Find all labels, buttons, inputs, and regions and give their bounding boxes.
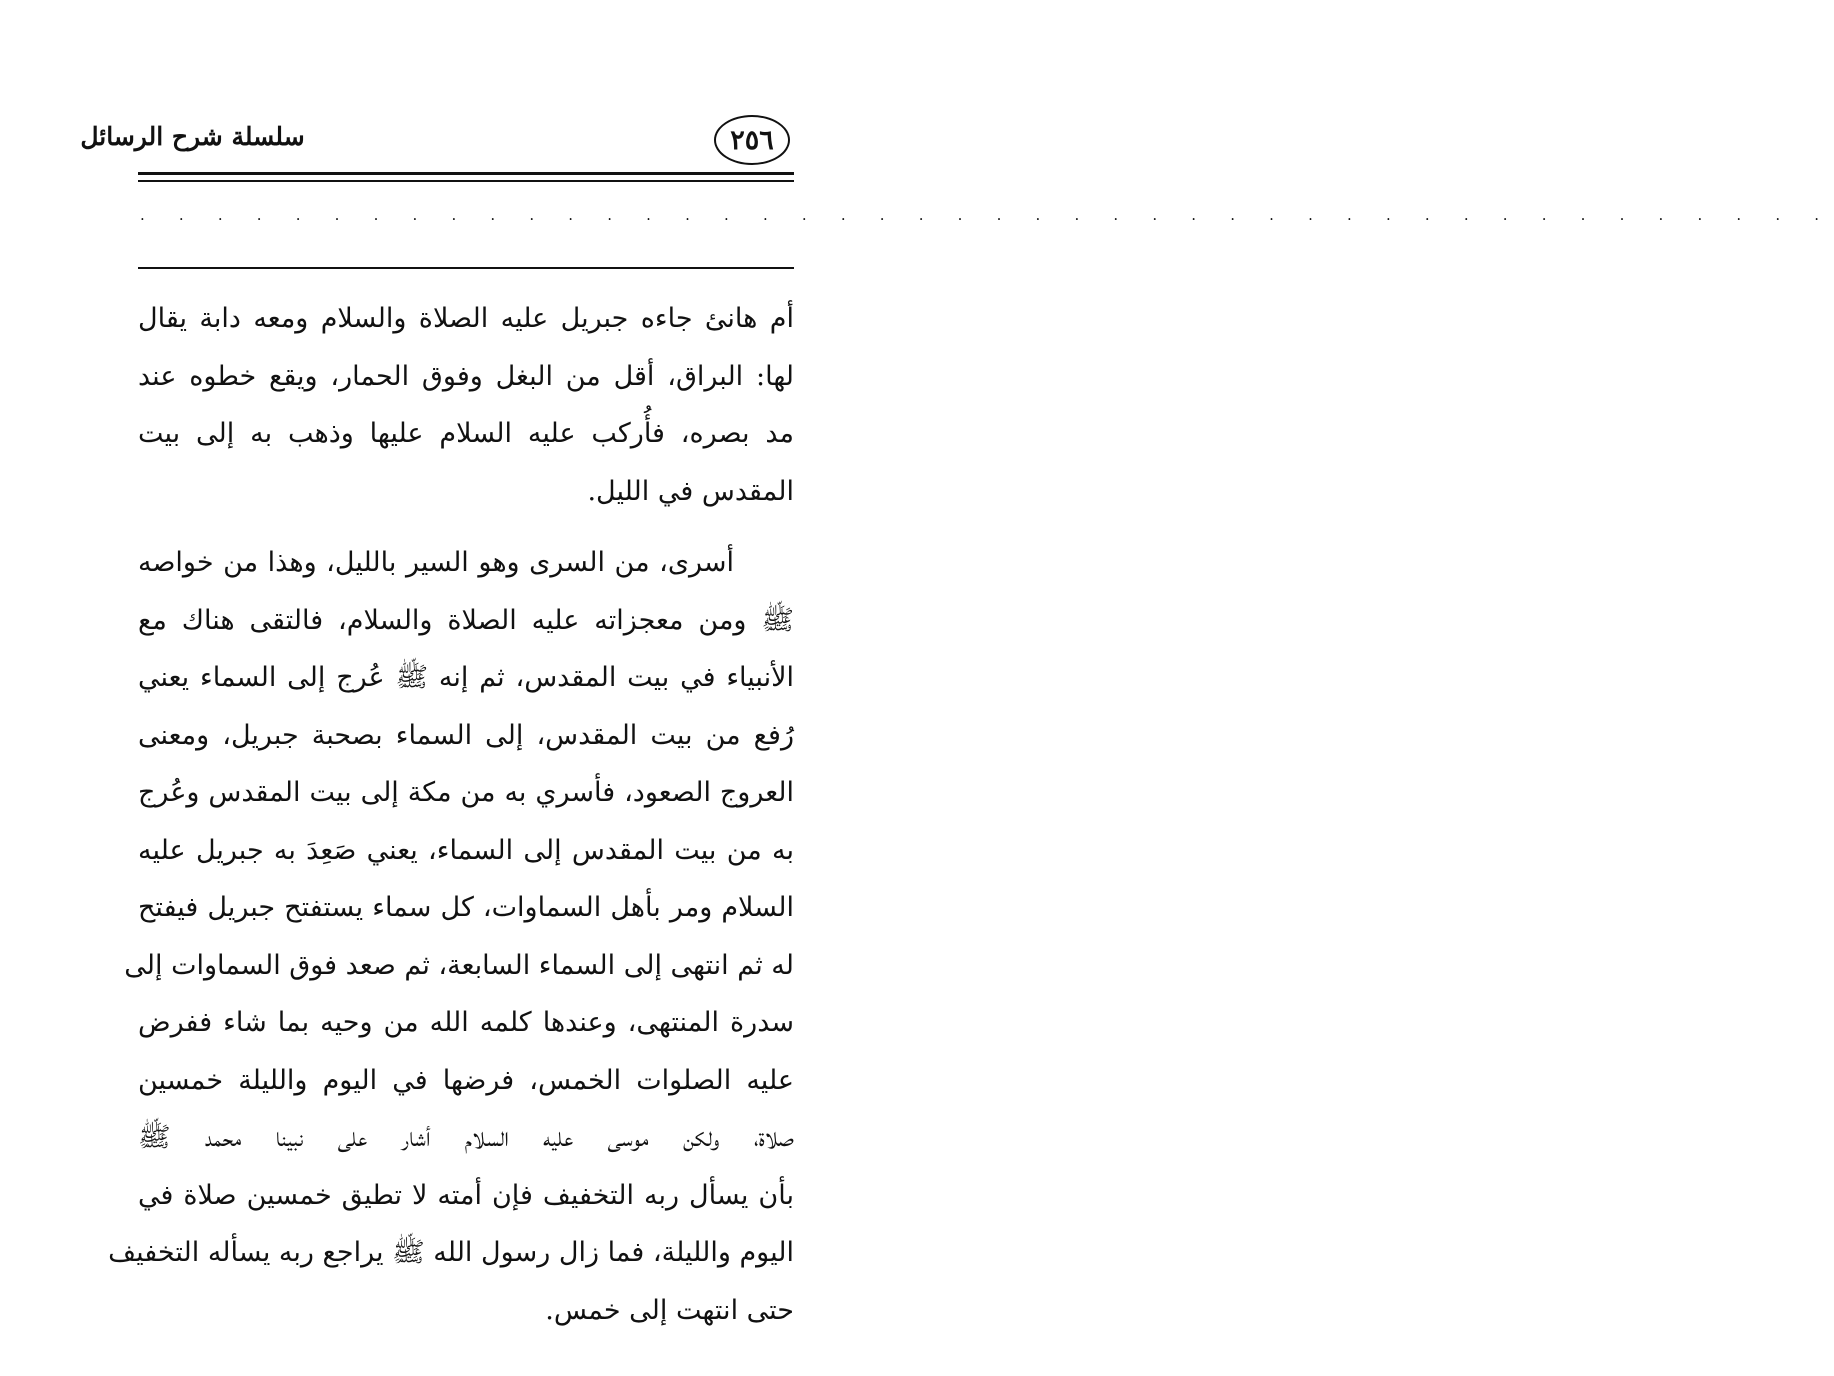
text-line: حتى انتهت إلى خمس.	[545, 1294, 794, 1326]
dotted-separator: . . . . . . . . . . . . . . . . . . . . . . . . . . . . . . . . . . . . . . . . . . . .	[140, 206, 1834, 224]
text-line: عليه الصلوات الخمس، فرضها في اليوم والليلة خمسين	[138, 1064, 794, 1096]
text-line: سدرة المنتهى، وعندها كلمه الله من وحيه بما شاء ففرض	[138, 1007, 794, 1038]
text-line: مد بصره، فأُركب عليه السلام عليها وذهب به إلى بيت	[138, 418, 794, 449]
text-line: السلام ومر بأهل السماوات، كل سماء يستفتح جبريل فيفتح	[138, 892, 794, 923]
section-rule	[138, 267, 794, 269]
text-line: بأن يسأل ربه التخفيف فإن أمته لا تطيق خمسين صلاة في	[138, 1179, 794, 1211]
text-line: لها: البراق، أقل من البغل وفوق الحمار، ويقع خطوه عند	[138, 360, 794, 392]
text-line: الأنبياء في بيت المقدس، ثم إنه ﷺ عُرج إلى السماء يعني	[138, 662, 794, 693]
running-title: سلسلة شرح الرسائل	[80, 122, 305, 151]
text-line: صلاة، ولكن موسى عليه السلام أشار على نبينا محمد ﷺ	[138, 1122, 794, 1153]
body-text	[108, 290, 794, 1339]
paragraph-gap	[138, 520, 794, 534]
text-line: ﷺ ومن معجزاته عليه الصلاة والسلام، فالتقى هناك مع	[138, 604, 794, 636]
text-line: أسرى، من السرى وهو السير بالليل، وهذا من خواصه	[138, 547, 734, 578]
text-line: المقدس في الليل.	[587, 475, 794, 507]
paragraph-2	[108, 534, 794, 1339]
header-rule-thick	[138, 172, 794, 175]
header-rule-thin	[138, 180, 794, 182]
text-line: به من بيت المقدس إلى السماء، يعني صَعِدَ به جبريل عليه	[138, 834, 794, 866]
paragraph-1	[138, 290, 794, 520]
page-number: ٢٥٦	[714, 115, 790, 165]
text-line: اليوم والليلة، فما زال رسول الله ﷺ يراجع ربه يسأله التخفيف	[108, 1237, 794, 1268]
text-line: رُفع من بيت المقدس، إلى السماء بصحبة جبريل، ومعنى	[138, 719, 794, 751]
text-line: له ثم انتهى إلى السماء السابعة، ثم صعد فوق السماوات إلى	[124, 949, 794, 981]
text-line: أم هانئ جاءه جبريل عليه الصلاة والسلام ومعه دابة يقال	[138, 303, 794, 334]
text-line: العروج الصعود، فأسري به من مكة إلى بيت المقدس وعُرج	[138, 777, 794, 808]
